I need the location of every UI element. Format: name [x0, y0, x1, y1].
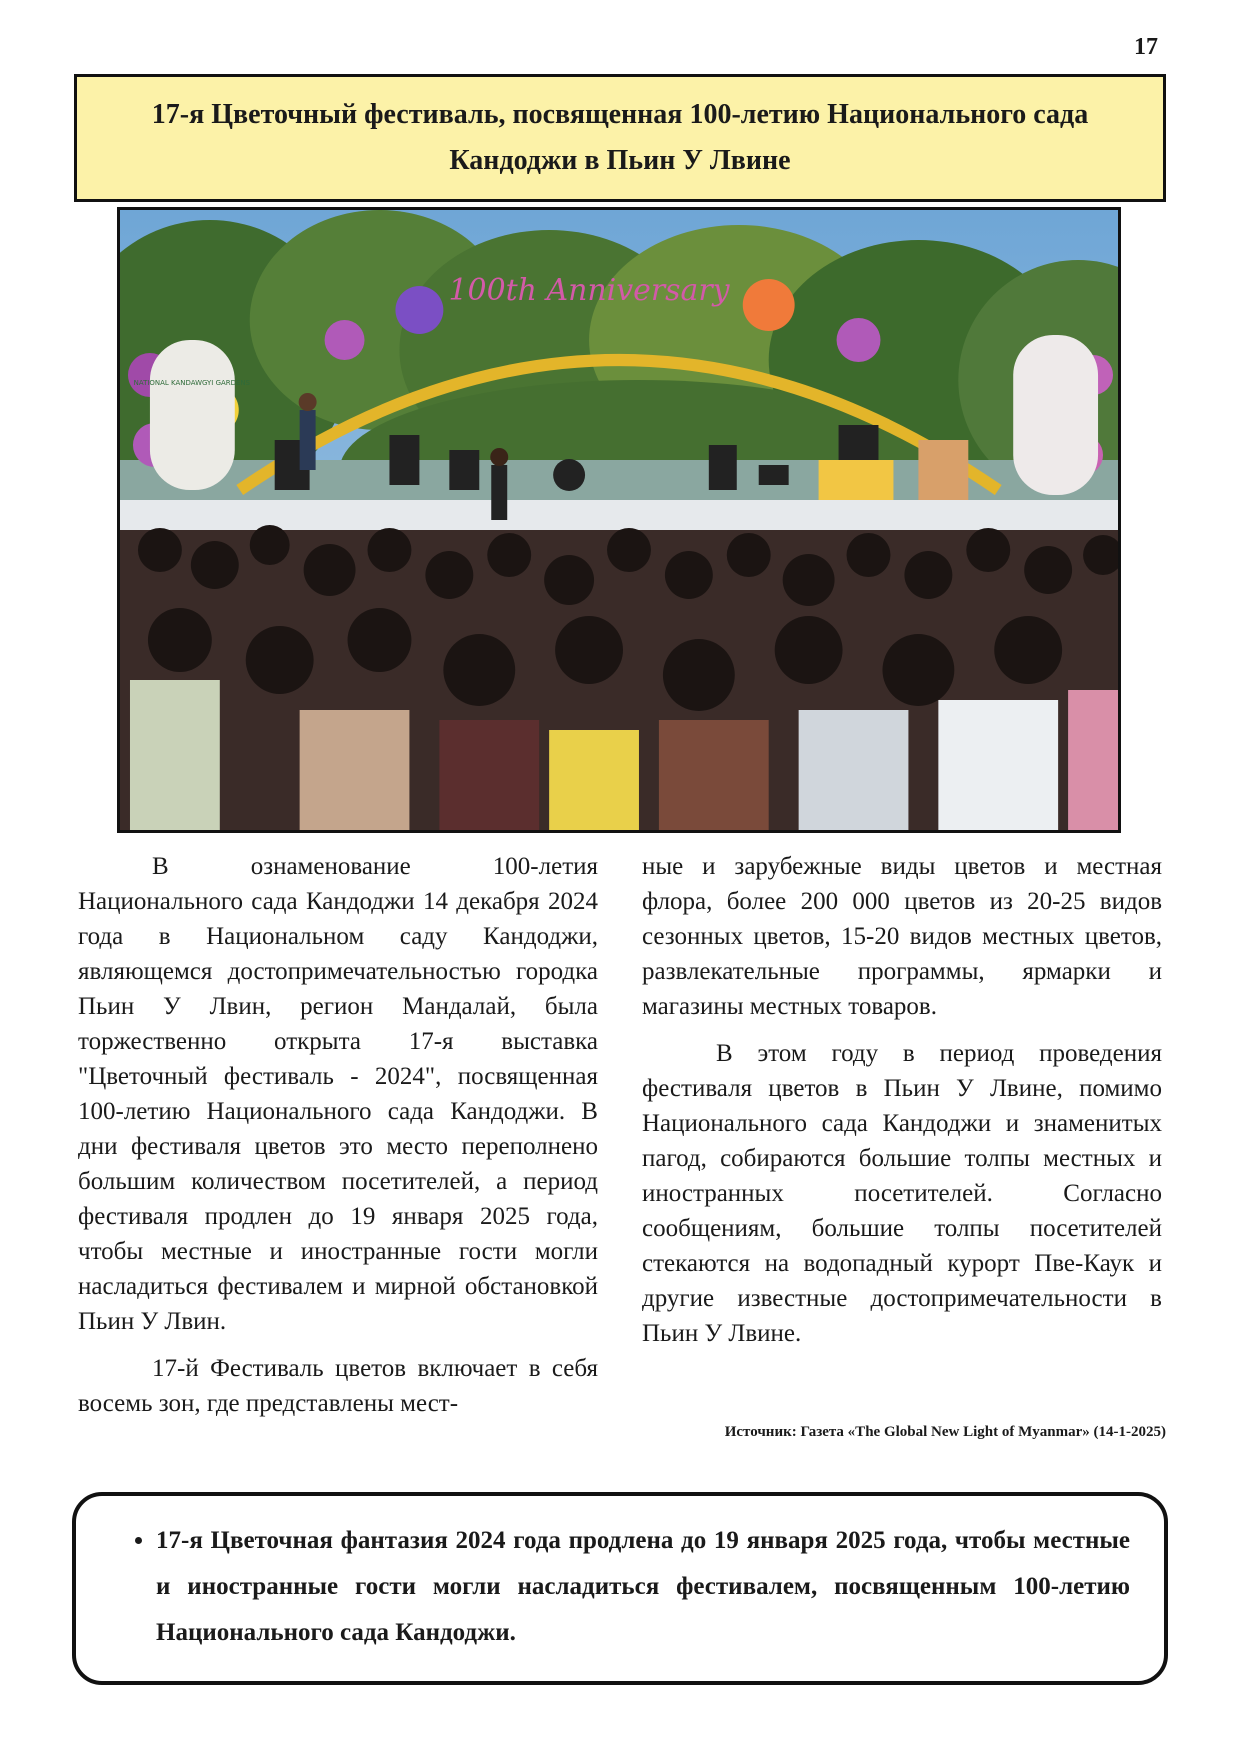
arch-text: 100th Anniversary	[448, 272, 730, 309]
article-paragraph-2-continued: ные и зарубежные виды цветов и местная флора, более 200 000 цветов из 20-25 видов сезонных цветов, 15-20 видов местных цветов, развлекательные программы, ярмарки и магазины местных товаров.	[642, 853, 1162, 1020]
podium	[918, 440, 968, 500]
decorated-table	[819, 460, 894, 500]
summary-bullet: • 17-я Цветочная фантазия 2024 года продлена до 19 января 2025 года, чтобы местные и иностранные гости могли насладиться фестивалем, посвященным 100-летию Национального сада Кандоджи.	[156, 1518, 1130, 1656]
left-display-panel	[150, 340, 235, 490]
article-title-box	[74, 74, 1166, 202]
page-number: 17	[1134, 34, 1158, 60]
article-title: 17-я Цветочный фестиваль, посвященная 100-летию Национального сада Кандоджи в Пьин У Лвине	[151, 99, 1089, 176]
summary-box	[72, 1492, 1168, 1685]
festival-photo-illustration	[120, 210, 1118, 830]
article-paragraph-2: 17-й Фестиваль цветов включает в себя восемь зон, где представлены мест-	[78, 1355, 598, 1417]
source-citation: Источник: Газета «The Global New Light of Myanmar» (14-1-2025)	[724, 1424, 1166, 1440]
right-display-panel	[1013, 335, 1098, 495]
article-column-left	[78, 849, 598, 1433]
article-paragraph-3: В этом году в период проведения фестиваля цветов в Пьин У Лвине, помимо Национального сада Кандоджи и знаменитых пагод, собираются большие толпы местных и иностранных посетителей. Согласно сообщениям, большие толпы посетителей стекаются на водопадный курорт Пве-Каук и другие известные достопримечательности в Пьин У Лвине.	[642, 1040, 1162, 1347]
article-column-right	[642, 849, 1162, 1363]
crowd	[120, 525, 1118, 830]
left-panel-text: NATIONAL KANDAWGYI GARDENS	[133, 378, 251, 388]
summary-list	[126, 1518, 1130, 1656]
article-paragraph-1: В ознаменование 100-летия Национального сада Кандоджи 14 декабря 2024 года в Национальном саду Кандоджи, являющемся достопримечательностью городка Пьин У Лвин, регион Мандалай, была торжественно открыта 17-я выставка "Цветочный фестиваль - 2024", посвященная 100-летию Национального сада Кандоджи. В дни фестиваля цветов это место переполнено большим количеством посетителей, а период фестиваля продлен до 19 января 2025 года, чтобы местные и иностранные гости могли насладиться фестивалем и мирной обстановкой Пьин У Лвин.	[78, 853, 598, 1335]
festival-photo	[117, 207, 1121, 833]
